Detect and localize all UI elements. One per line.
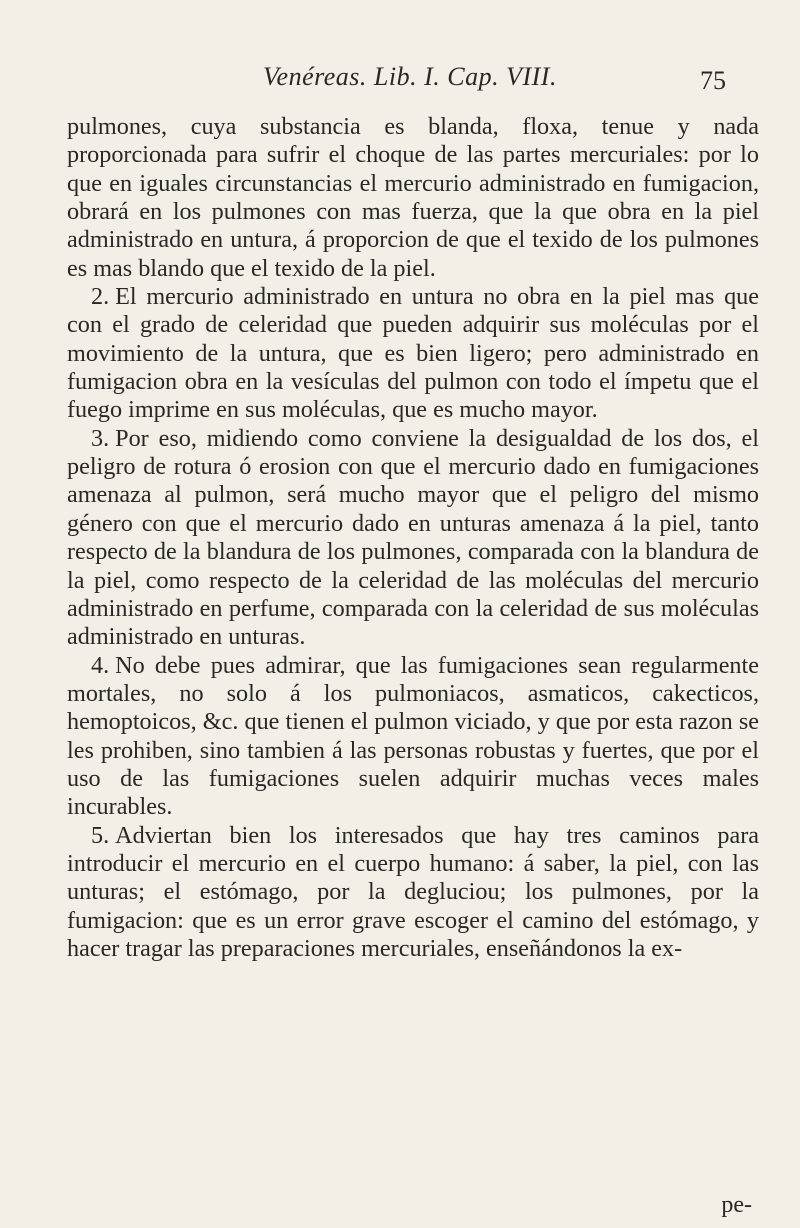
paragraph-4-number: 4. <box>91 651 110 679</box>
paragraph-5-text: Adviertan bien los interesados que hay tres caminos para introducir el mercurio en el cuerpo humano: á saber, la piel, con las unturas; el estómago, por la degluciou; los pulmones, por la fumigacion: que es un error grave escoger el camino del estómago, y hacer tragar las preparaciones mercuriales, enseñándonos la ex- <box>67 821 759 962</box>
paragraph-2-number: 2. <box>91 283 110 311</box>
paragraph-5 <box>67 822 759 964</box>
paragraph-1-text: pulmones, cuya substancia es blanda, floxa, tenue y nada proporcionada para sufrir el choque de las partes mercuriales: por lo que en iguales circunstancias el mercurio administrado en fumigacion, obrará en los pulmones con mas fuerza, que la que obra en la piel administrado en untura, á proporcion de que el texido de los pulmones es mas blando que el texido de la piel. <box>67 113 759 282</box>
paragraph-4-text: No debe pues admirar, que las fumigaciones sean regularmente mortales, no solo á los pulmoniacos, asmaticos, cakecticos, hemoptoicos, &c. que tienen el pulmon viciado, y que por esta razon se les prohiben, sino tambien á las personas robustas y fuertes, que por el uso de las fumigaciones suelen adquirir muchas veces males incurables. <box>67 651 759 821</box>
paragraph-2 <box>67 283 759 425</box>
paragraph-1 <box>67 113 759 283</box>
body-text <box>67 113 759 963</box>
paragraph-4 <box>67 652 759 822</box>
page-header <box>0 62 800 102</box>
paragraph-3-text: Por eso, midiendo como conviene la desigualdad de los dos, el peligro de rotura ó erosion con que el mercurio dado en fumigaciones amenaza al pulmon, será mucho mayor que el peligro del mismo género con que el mercurio dado en unturas amenaza á la piel, tanto respecto de la blandura de los pulmones, comparada con la blandura de la piel, como respecto de la celeridad de las moléculas del mercurio administrado en perfume, comparada con la celeridad de sus moléculas administrado en unturas. <box>67 424 759 651</box>
paragraph-3-number: 3. <box>91 424 110 452</box>
paragraph-3 <box>67 425 759 652</box>
catchword: pe- <box>721 1192 752 1218</box>
paragraph-2-text: El mercurio administrado en untura no obra en la piel mas que con el grado de celeridad que pueden adquirir sus moléculas por el movimiento de la untura, que es bien ligero; pero administrado en fumigacion obra en la vesículas del pulmon con todo el ímpetu que el fuego imprime en sus moléculas, que es mucho mayor. <box>67 283 759 424</box>
page-number: 75 <box>700 66 726 95</box>
running-title: Venéreas. Lib. I. Cap. VIII. <box>263 62 557 91</box>
paragraph-5-number: 5. <box>91 821 110 849</box>
